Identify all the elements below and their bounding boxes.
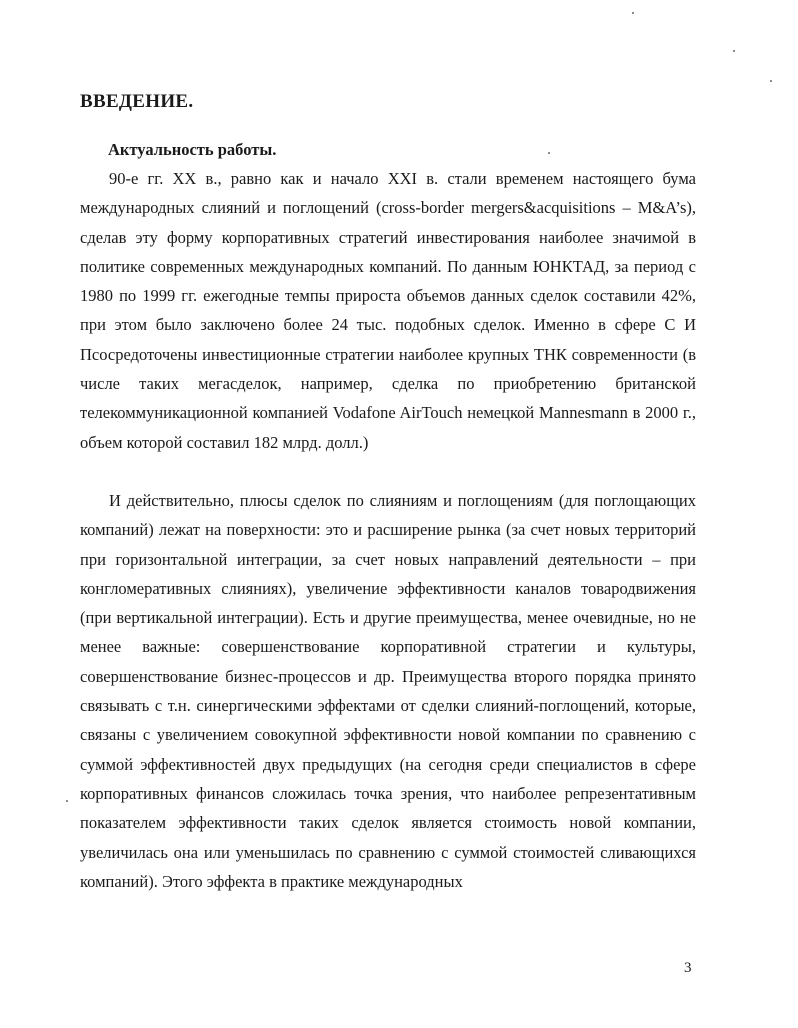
page-number: 3 xyxy=(684,960,692,976)
scan-speck xyxy=(632,12,634,14)
section-heading: ВВЕДЕНИЕ. xyxy=(80,91,194,112)
scan-speck xyxy=(770,80,772,82)
scan-speck xyxy=(66,800,68,802)
scan-speck xyxy=(548,152,550,154)
subsection-heading: Актуальность работы. xyxy=(108,140,277,159)
paragraph-text: 90-е гг. XX в., равно как и начало XXI в. стали временем настоящего бума международных слияний и поглощений (cross-border mergers&acquisitions – M&A’s), сделав эту форму корпоративных стратегий инвестирования наиболее значимой в политике современных международных компаний. По данным ЮНКТАД, за период с 1980 по 1999 гг. ежегодные темпы прироста объемов данных сделок составили 42%, при этом было заключено более 24 тыс. подобных сделок. Именно в сфере С И Псосредоточены инвестиционные стратегии наиболее крупных ТНК современности (в числе таких мегасделок, например, сделка по приобретению британской телекоммуникационной компанией Vodafone AirTouch немецкой Mannesmann в 2000 г., объем которой составил 182 млрд. долл.) xyxy=(80,169,696,452)
paragraph-text: И действительно, плюсы сделок по слияниям и поглощениям (для поглощающих компаний) лежат на поверхности: это и расширение рынка (за счет новых территорий при горизонтальной интеграции, за счет новых направлений деятельности – при конгломеративных слияниях), увеличение эффективности каналов товародвижения (при вертикальной интеграции). Есть и другие преимущества, менее очевидные, но не менее важные: совершенствование корпоративной стратегии и культуры, совершенствование бизнес-процессов и др. Преимущества второго порядка принято связывать с т.н. синергическими эффектами от сделки слияний-поглощений, которые, связаны с увеличением совокупной эффективности новой компании по сравнению с суммой эффективностей двух предыдущих (на сегодня среди специалистов в сфере корпоративных финансов сложилась точка зрения, что наиболее репрезентативным показателем эффективности таких сделок является стоимость новой компании, увеличилась она или уменьшилась по сравнению с суммой стоимостей сливающихся компаний). Этого эффекта в практике международных xyxy=(80,491,696,891)
paragraph-advantages xyxy=(80,486,696,896)
scan-speck xyxy=(733,50,735,52)
paragraph-relevance xyxy=(80,164,696,457)
